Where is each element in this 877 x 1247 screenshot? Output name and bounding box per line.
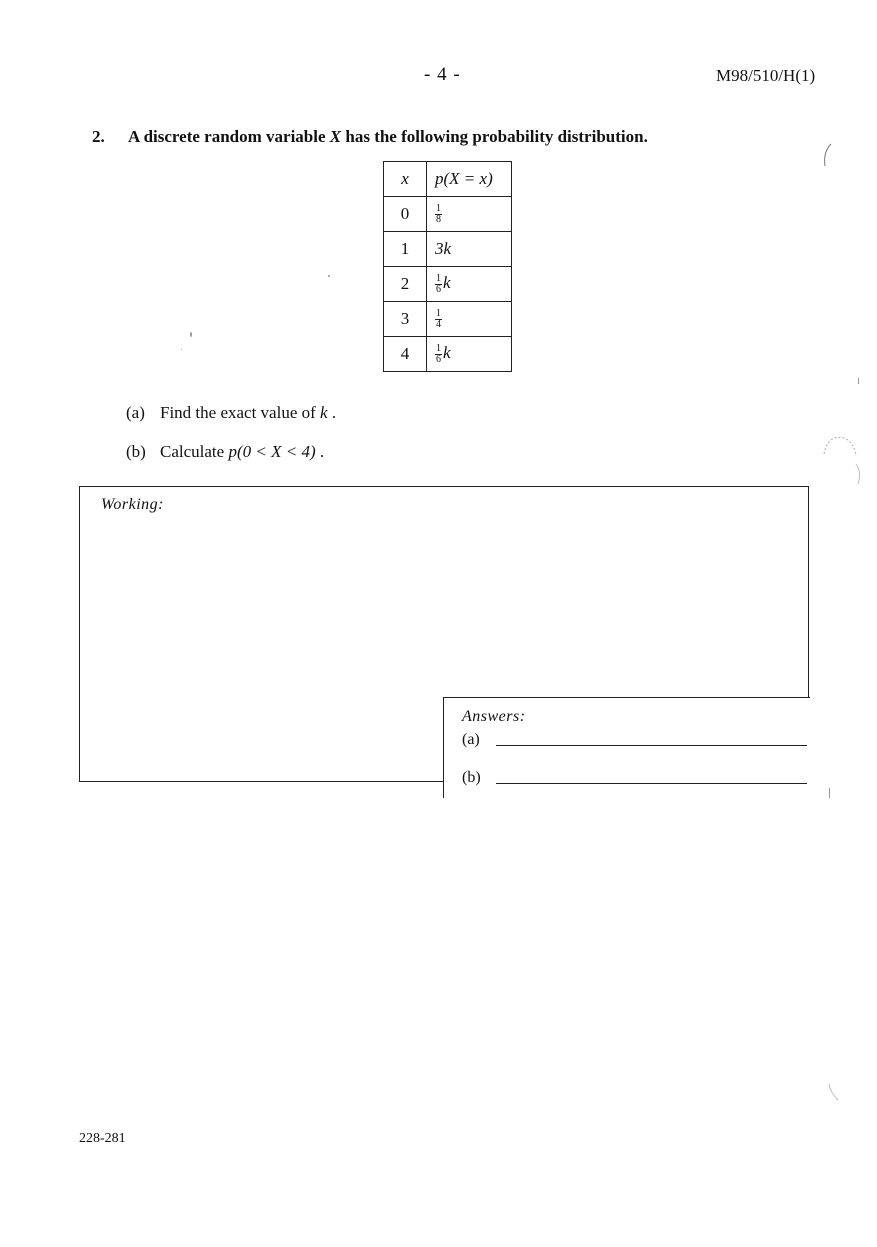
table-cell-p: 3k: [427, 232, 512, 267]
fraction: [435, 274, 442, 295]
answers-label: Answers:: [462, 708, 526, 725]
table-cell-p: [427, 337, 512, 372]
answer-a-label: (a): [462, 731, 480, 748]
fraction-denominator: 6: [436, 283, 441, 295]
table-row: [384, 197, 512, 232]
working-label: Working:: [101, 496, 164, 513]
fraction-numerator: 1: [436, 202, 441, 214]
part-a-text-before: Find the exact value of: [160, 403, 321, 422]
footer-code: 228-281: [79, 1131, 126, 1146]
fraction-denominator: 4: [436, 318, 441, 330]
table-cell-x: 3: [384, 302, 427, 337]
fraction-numerator: 1: [436, 342, 441, 354]
fraction-denominator: 6: [436, 353, 441, 365]
part-b-text: [160, 442, 324, 462]
fraction: [435, 204, 442, 225]
part-a-label: (a): [126, 403, 145, 422]
table-row: [384, 302, 512, 337]
table-row: [384, 267, 512, 302]
working-box-lower[interactable]: [79, 697, 444, 782]
margin-mark: [815, 140, 835, 170]
speck: [829, 788, 830, 798]
part-b-text-before: Calculate: [160, 442, 229, 461]
question-variable: X: [329, 127, 342, 146]
fraction: [435, 344, 442, 365]
table-cell-x: 0: [384, 197, 427, 232]
margin-mark: [818, 428, 868, 488]
answer-b-label: (b): [462, 769, 481, 786]
question-text-before: A discrete random variable: [128, 127, 330, 146]
table-cell-x: 4: [384, 337, 427, 372]
page-number: - 4 -: [424, 64, 461, 85]
part-a-text: [160, 403, 336, 423]
fraction-numerator: 1: [436, 272, 441, 284]
working-box[interactable]: [79, 486, 809, 698]
table-row: [384, 232, 512, 267]
table-cell-p: [427, 267, 512, 302]
paper-code: M98/510/H(1): [716, 66, 816, 85]
table-header-p: p(X = x): [427, 162, 512, 197]
fraction-suffix: k: [443, 273, 451, 293]
table-row: [384, 337, 512, 372]
speck: [858, 378, 859, 384]
table-cell-p: [427, 302, 512, 337]
speck: [328, 275, 330, 277]
question-text-after: has the following probability distribution.: [341, 127, 648, 146]
part-a-variable: k: [320, 403, 328, 422]
speck: [190, 332, 192, 337]
speck: [181, 349, 182, 350]
table-cell-x: 2: [384, 267, 427, 302]
fraction: [435, 309, 442, 330]
table-cell-x: 1: [384, 232, 427, 267]
question-number: 2.: [92, 127, 105, 146]
table-cell-p: [427, 197, 512, 232]
part-a-text-after: .: [327, 403, 337, 422]
answer-b-line[interactable]: [496, 783, 807, 784]
answer-a-line[interactable]: [496, 745, 807, 746]
table-header-x: x: [384, 162, 427, 197]
fraction-numerator: 1: [436, 307, 441, 319]
fraction-suffix: k: [443, 343, 451, 363]
margin-mark: [826, 1082, 842, 1102]
part-b-label: (b): [126, 442, 146, 461]
part-b-text-after: .: [315, 442, 325, 461]
fraction-denominator: 8: [436, 213, 441, 225]
question-text: [128, 127, 648, 147]
table-header-row: [384, 162, 512, 197]
probability-table: [383, 161, 512, 372]
part-b-expression: p(0 < X < 4): [228, 442, 316, 461]
